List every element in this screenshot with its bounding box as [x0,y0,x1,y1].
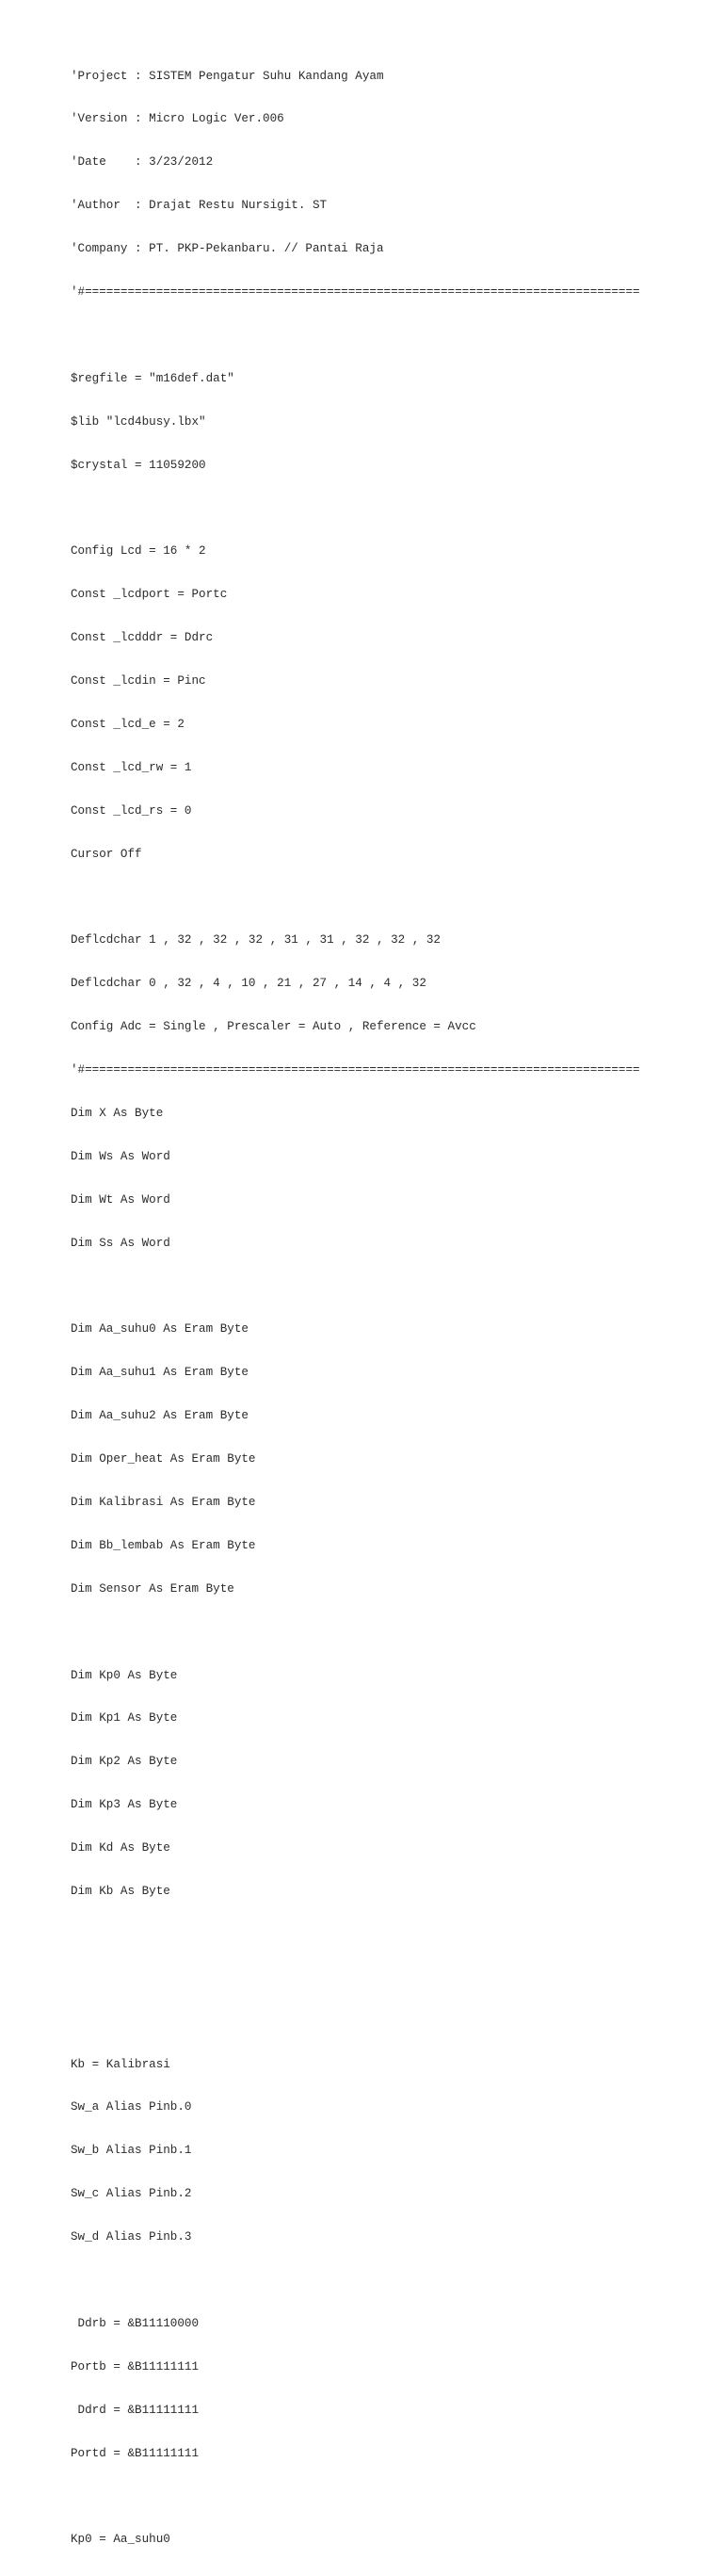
code-line: Dim Wt As Word [71,1192,170,1207]
code-line: Dim Bb_lembab As Eram Byte [71,1538,256,1552]
blank-line [71,329,711,343]
code-line: Deflcdchar 1 , 32 , 32 , 32 , 31 , 31 , 32 , 32 , 32 [71,933,441,948]
code-line: 'Version : Micro Logic Ver.006 [71,112,284,126]
code-line: Dim Aa_suhu0 As Eram Byte [71,1322,249,1337]
code-line: Portb = &B11111111 [71,2359,200,2373]
code-line: Sw_c Alias Pinb.2 [71,2187,192,2201]
code-line: Config Lcd = 16 * 2 [71,544,206,559]
blank-line [71,1971,711,1985]
code-line: Dim Kd As Byte [71,1841,170,1855]
separator-line: '#============================================================================== [71,285,640,300]
code-line: Const _lcd_e = 2 [71,717,185,731]
blank-line [71,2489,711,2503]
blank-line [71,1928,711,1942]
blank-line [71,1626,711,1640]
code-line: 'Company : PT. PKP-Pekanbaru. // Pantai Raja [71,242,384,256]
code-line: Dim Ws As Word [71,1149,170,1163]
code-line: Dim Kalibrasi As Eram Byte [71,1495,256,1509]
code-line: Const _lcd_rs = 0 [71,803,192,818]
code-line: Sw_b Alias Pinb.1 [71,2144,192,2158]
blank-line [71,891,711,905]
code-line: Dim X As Byte [71,1106,164,1120]
code-line: Kp0 = Aa_suhu0 [71,2533,170,2547]
blank-line [71,502,711,516]
code-line: Dim Kp0 As Byte [71,1668,178,1682]
code-line: Const _lcd_rw = 1 [71,760,192,774]
code-line: Const _lcdin = Pinc [71,674,206,689]
separator-line: '#============================================================================== [71,1063,640,1077]
blank-line [71,2015,711,2029]
blank-line [71,1280,711,1294]
code-line: 'Date : 3/23/2012 [71,155,214,170]
code-line: 'Project : SISTEM Pengatur Suhu Kandang Ayam [71,69,384,83]
code-line: 'Author : Drajat Restu Nursigit. ST [71,199,328,213]
code-line: Dim Kp2 As Byte [71,1755,178,1769]
code-line: Sw_d Alias Pinb.3 [71,2230,192,2244]
code-line: Dim Aa_suhu2 As Eram Byte [71,1409,249,1423]
code-line: $regfile = "m16def.dat" [71,371,234,385]
code-line: Portd = &B11111111 [71,2446,200,2460]
blank-line [71,2274,711,2288]
code-line: Dim Oper_heat As Eram Byte [71,1452,256,1466]
code-line: Const _lcdport = Portc [71,588,228,602]
code-line: Cursor Off [71,847,142,861]
code-line: Dim Kp3 As Byte [71,1798,178,1812]
code-line: $crystal = 11059200 [71,458,206,472]
code-line: Kb = Kalibrasi [71,2057,170,2071]
code-line: Deflcdchar 0 , 32 , 4 , 10 , 21 , 27 , 14 , 4 , 32 [71,977,426,991]
code-line: Dim Ss As Word [71,1236,170,1250]
code-line: Dim Aa_suhu1 As Eram Byte [71,1366,249,1380]
code-line: Ddrb = &B11110000 [71,2316,200,2330]
code-line: Dim Kp1 As Byte [71,1711,178,1725]
code-line: Config Adc = Single , Prescaler = Auto , Reference = Avcc [71,1020,476,1034]
code-line: Dim Sensor As Eram Byte [71,1581,234,1596]
code-line: Sw_a Alias Pinb.0 [71,2100,192,2114]
code-listing [71,41,711,2576]
code-line: Ddrd = &B11111111 [71,2403,200,2417]
code-line: Const _lcdddr = Ddrc [71,631,214,645]
code-line: $lib "lcd4busy.lbx" [71,414,206,429]
code-line: Dim Kb As Byte [71,1885,170,1898]
